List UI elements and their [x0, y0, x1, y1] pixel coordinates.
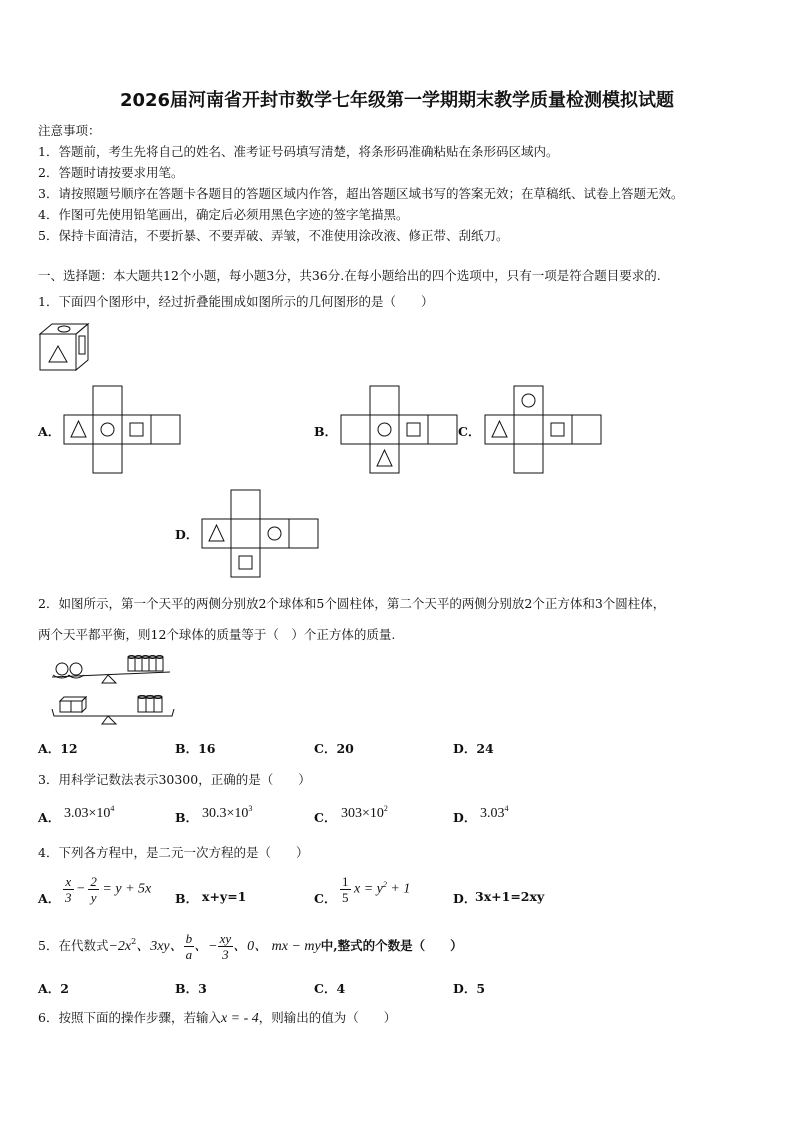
net-a: [64, 386, 182, 474]
q1-option-a-label: A．: [38, 424, 61, 439]
q3-option-a-value: $3.03\times 10^4$: [64, 804, 115, 821]
q2-option-c: C．20: [314, 741, 354, 756]
q5-option-a: A．2: [38, 981, 69, 996]
notice-item: 2．答题时请按要求用笔。: [38, 165, 184, 180]
q1-option-b-label: B．: [314, 424, 338, 439]
q3-option-d-label: D．: [453, 810, 477, 825]
q1-stem: 1．下面四个图形中，经过折叠能围成如图所示的几何图形的是（ ）: [38, 294, 434, 309]
section-heading: 一、选择题：本大题共12个小题，每小题3分，共36分.在每小题给出的四个选项中，只有一项是符合题目要求的.: [38, 268, 661, 283]
q5-option-b: B．3: [175, 981, 207, 996]
q3-stem: 3．用科学记数法表示30300，正确的是（ ）: [38, 772, 311, 787]
cube-figure: [38, 322, 98, 372]
q4-stem: 4．下列各方程中，是二元一次方程的是（ ）: [38, 845, 309, 860]
q2-stem-line2: 两个天平都平衡，则12个球体的质量等于（ ）个正方体的质量.: [38, 627, 396, 642]
q5-stem: 5．在代数式$-2x^2$、3xy、 $\frac{b}{a}$ 、− $\frac{xy}{3}$ 、0、 mx − my中,整式的个数是（ ）: [38, 931, 463, 962]
q5-option-c: C．4: [314, 981, 346, 996]
q4-option-c-label: C．: [314, 891, 337, 906]
net-c: [485, 386, 603, 474]
q3-option-a-label: A．: [38, 810, 61, 825]
notice-heading: 注意事项：: [38, 123, 101, 138]
notice-item: 1．答题前，考生先将自己的姓名、准考证号码填写清楚，将条形码准确粘贴在条形码区域内。: [38, 144, 559, 159]
q4-option-d-label: D．: [453, 891, 477, 906]
notice-item: 5．保持卡面清洁，不要折暴、不要弄破、弄皱，不准使用涂改液、修正带、刮纸刀。: [38, 228, 509, 243]
net-b: [341, 386, 459, 474]
q2-option-d: D．24: [453, 741, 494, 756]
q4-option-a-equation: $\frac{x}{3}$ − $\frac{2}{y}$ = y + 5x: [65, 874, 152, 905]
q2-option-b: B．16: [175, 741, 216, 756]
notice-item: 3．请按照题号顺序在答题卡各题目的答题区域内作答，超出答题区域书写的答案无效；在草稿纸、试卷上答题无效。: [38, 186, 684, 201]
net-d: [202, 490, 320, 578]
q4-option-b-label: B．: [175, 891, 199, 906]
q2-stem-line1: 2．如图所示，第一个天平的两侧分别放2个球体和5个圆柱体，第二个天平的两侧分别放2个正方体和3个圆柱体，: [38, 596, 666, 611]
q3-option-b-value: $30.3\times 10^3$: [202, 804, 253, 821]
balance-scales-figure: [50, 652, 180, 727]
q4-option-b-equation: x+y=1: [202, 889, 247, 904]
notice-item: 4．作图可先使用铅笔画出，确定后必须用黑色字迹的签字笔描黑。: [38, 207, 409, 222]
page-title: 2026届河南省开封市数学七年级第一学期期末教学质量检测模拟试题: [119, 90, 675, 111]
q4-option-a-label: A．: [38, 891, 61, 906]
q4-option-c-equation: $\frac{1}{5}$ $x = y^2 + 1$: [342, 874, 411, 905]
q1-option-d-label: D．: [175, 527, 199, 542]
q5-option-d: D．5: [453, 981, 486, 996]
q3-option-c-label: C．: [314, 810, 337, 825]
q4-option-d-equation: 3x+1=2xy: [475, 889, 545, 904]
q3-option-d-value: 3.03$^4$: [480, 804, 509, 821]
q6-stem: 6．按照下面的操作步骤，若输入x = - 4，则输出的值为（ ）: [38, 1010, 397, 1026]
q3-option-c-value: $303\times 10^2$: [341, 804, 388, 821]
q2-option-a: A．12: [38, 741, 78, 756]
q3-option-b-label: B．: [175, 810, 199, 825]
q1-option-c-label: C．: [458, 424, 481, 439]
